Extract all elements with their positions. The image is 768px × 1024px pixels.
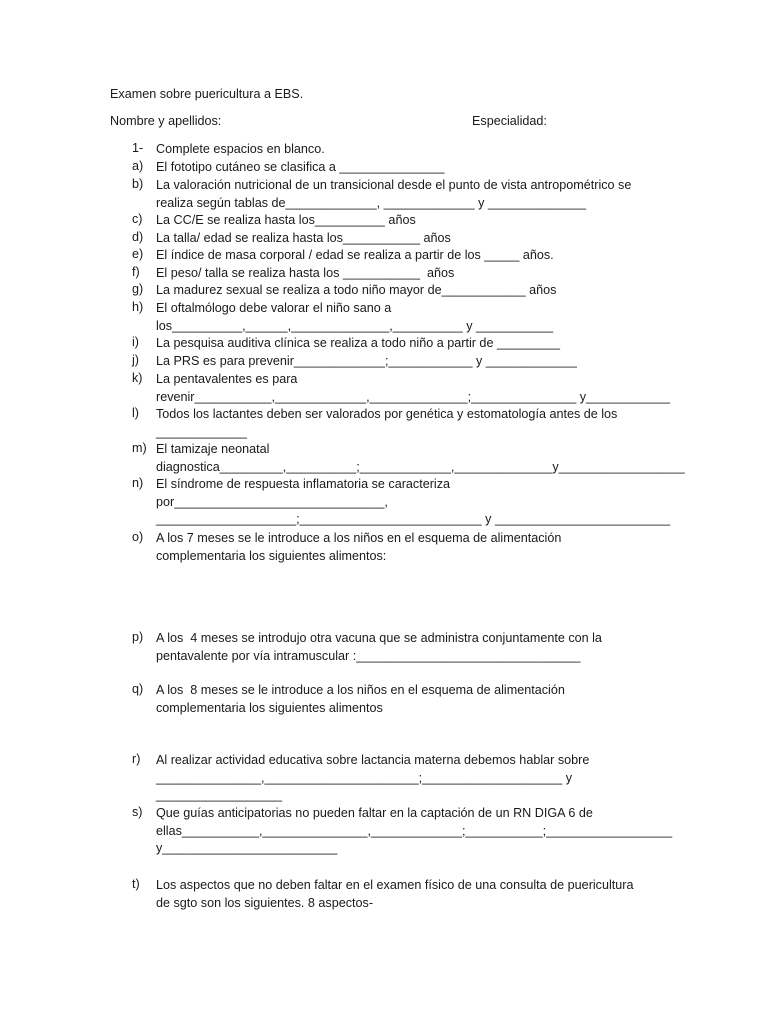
item-text: La PRS es para prevenir_____________;____________ y _____________ bbox=[156, 354, 577, 368]
item-label: n) bbox=[132, 476, 144, 490]
item-text: A los 4 meses se introdujo otra vacuna que se administra conjuntamente con la pentavalente por vía intramuscular :________________________________ bbox=[156, 631, 602, 663]
name-label: Nombre y apellidos: bbox=[110, 114, 222, 128]
item-label: g) bbox=[132, 282, 144, 296]
item-label: s) bbox=[132, 805, 143, 819]
item-label: m) bbox=[132, 441, 147, 455]
item-text: El peso/ talla se realiza hasta los ___________ años bbox=[156, 266, 455, 280]
item-text: Que guías anticipatorias no pueden faltar en la captación de un RN DIGA 6 de ellas___________,_______________,_____________;___________;__________________ y_________________________ bbox=[156, 806, 673, 855]
item-text: El fototipo cutáneo se clasifica a _______________ bbox=[156, 160, 445, 174]
exam-title: Examen sobre puericultura a EBS. bbox=[110, 87, 304, 101]
item-text: Complete espacios en blanco. bbox=[156, 142, 325, 156]
item-label: k) bbox=[132, 371, 143, 385]
item-label: p) bbox=[132, 630, 144, 644]
item-label: c) bbox=[132, 212, 143, 226]
item-label: 1- bbox=[132, 141, 144, 155]
item-label: j) bbox=[132, 353, 139, 367]
item-text: La pesquisa auditiva clínica se realiza a todo niño a partir de _________ bbox=[156, 336, 560, 350]
item-text: El tamizaje neonatal diagnostica_________,__________;_____________,______________y__________________ bbox=[156, 442, 685, 474]
item-label: t) bbox=[132, 877, 140, 891]
item-label: e) bbox=[132, 247, 144, 261]
item-text: La talla/ edad se realiza hasta los___________ años bbox=[156, 231, 451, 245]
item-label: d) bbox=[132, 230, 144, 244]
item-label: i) bbox=[132, 335, 139, 349]
item-label: q) bbox=[132, 682, 144, 696]
item-text: A los 8 meses se le introduce a los niños en el esquema de alimentación complementaria los siguientes alimentos bbox=[156, 683, 565, 715]
item-label: f) bbox=[132, 265, 140, 279]
item-text: El síndrome de respuesta inflamatoria se caracteriza por______________________________, ____________________;__________________________ y _________________________ bbox=[156, 477, 671, 526]
item-text: La CC/E se realiza hasta los__________ años bbox=[156, 213, 416, 227]
item-text: Al realizar actividad educativa sobre lactancia materna debemos hablar sobre _______________,______________________;____________________ y __________________ bbox=[156, 753, 590, 802]
item-text: La madurez sexual se realiza a todo niño mayor de____________ años bbox=[156, 283, 557, 297]
item-label: o) bbox=[132, 530, 144, 544]
item-label: b) bbox=[132, 177, 144, 191]
item-text: La valoración nutricional de un transicional desde el punto de vista antropométrico se realiza según tablas de_____________, _____________ y ______________ bbox=[156, 178, 632, 210]
item-text: A los 7 meses se le introduce a los niños en el esquema de alimentación complementaria los siguientes alimentos: bbox=[156, 531, 562, 563]
item-label: a) bbox=[132, 159, 144, 173]
item-text: El oftalmólogo debe valorar el niño sano a los__________,______,______________,__________ y ___________ bbox=[156, 301, 554, 333]
item-text: Todos los lactantes deben ser valorados por genética y estomatología antes de los _____________ bbox=[156, 407, 618, 439]
item-text: El índice de masa corporal / edad se realiza a partir de los _____ años. bbox=[156, 248, 554, 262]
item-label: h) bbox=[132, 300, 144, 314]
specialty-label: Especialidad: bbox=[472, 114, 547, 128]
item-text: Los aspectos que no deben faltar en el examen físico de una consulta de puericultura de sgto son los siguientes. 8 aspectos- bbox=[156, 878, 634, 910]
item-label: l) bbox=[132, 406, 139, 420]
item-text: La pentavalentes es para revenir___________,_____________,______________;_______________ y____________ bbox=[156, 372, 671, 404]
item-label: r) bbox=[132, 752, 141, 766]
